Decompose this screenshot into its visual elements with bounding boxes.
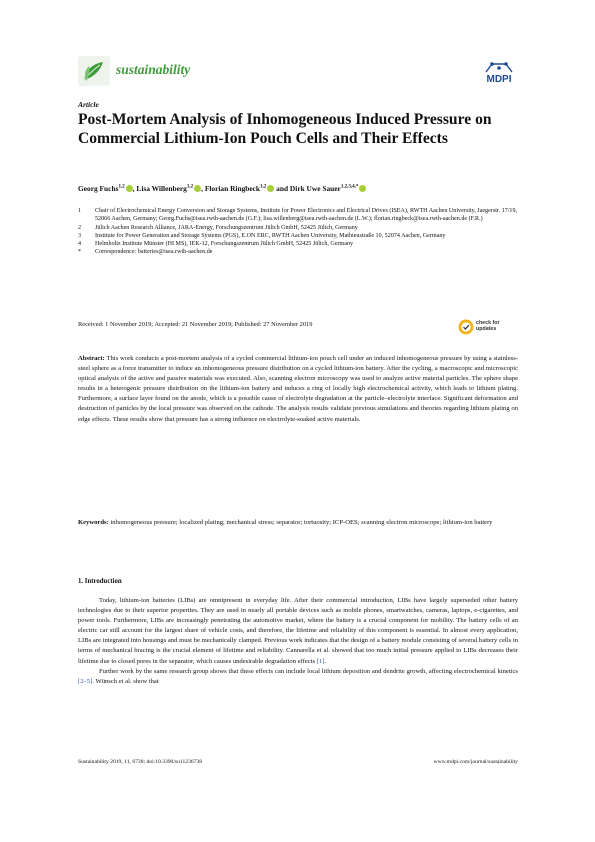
check-updates-icon [458, 319, 474, 335]
affiliation-item [78, 248, 518, 256]
introduction-body [78, 596, 518, 687]
affiliation-item [78, 240, 518, 248]
affiliation-marker: 4 [78, 241, 82, 248]
paragraph-text: . [324, 657, 327, 665]
affiliation-marker: 3 [78, 232, 82, 239]
abstract [78, 354, 518, 425]
orcid-icon[interactable] [359, 185, 366, 192]
check-updates-line1: check for [476, 320, 500, 326]
paper-title: Post-Mortem Analysis of Inhomogeneous Induced Pressure on Commercial Lithium-Ion Pouch Cells and Their Effects [78, 111, 492, 147]
paragraph-text: Today, lithium-ion batteries (LIBs) are omnipresent in everyday life. After their commercial introduction, LIBs have largely superseded other battery technologies due to their superior properties. They are used in nearly all portable devices such as mobile phones, smartwatches, cameras, laptops, e-cigarettes, and power tools. Furthermore, LIBs are increasingly penetrating the automotive market, where the battery is a crucial component for mobility. The battery cells of an electric car still account for the largest share of vehicle costs, and therefore, the lifetime and reliability of this component is essential. In almost every application, LIBs are integrated into housings and must be mechanically clamped. Previous work indicates that the design of a battery module consisting of several battery cells in terms of mechanical bracing is the crucial element of lifetime and reliability. Cannarella et al. showed that too much initial pressure applied to LIBs decreases their lifetime due to closed pores in the separator, which causes undesirable degradation effects [78, 597, 518, 665]
orcid-icon[interactable] [126, 185, 133, 192]
paragraph-text: . Wünsch et al. show that [92, 677, 159, 685]
paragraph-text: Further work by the same research group shows that these effects can include local lithium deposition and dendrite growth, affecting electrochemical kinetics [99, 667, 518, 675]
affiliation-text: Correspondence: batteries@isea.rwth-aachen.de [95, 249, 213, 256]
keywords [78, 518, 518, 528]
affiliations [78, 207, 518, 257]
footer-citation: Sustainability 2019, 11, 6738; doi:10.3390/su11236738 [78, 759, 203, 765]
affiliation-text: Chair of Electrochemical Energy Conversion and Storage Systems, Institute for Power Electronics and Electrical Drives (ISEA), RWTH Aachen University, Jaegerstr. 17/19, 52066 Aachen, Germany; Georg.Fuchs@isea.rwth-aachen.de (G.F.); lisa.willenberg@isea.rwth-aachen.de (L.W.); florian.ringbeck@isea.rwth-aachen.de (F.R.) [95, 208, 518, 223]
journal-header [78, 56, 518, 86]
sustainability-leaf-icon [78, 56, 110, 86]
keywords-text: inhomogeneous pressure; localized plating; mechanical stress; separator; tortuosity; ICP-OES; scanning electron microscope; lithium-ion battery [110, 519, 493, 526]
check-for-updates-badge[interactable] [458, 318, 518, 336]
author-separator: , [201, 184, 205, 193]
citation-link[interactable]: [2–5] [78, 677, 93, 685]
journal-name: sustainability [116, 62, 191, 77]
section-heading-introduction: 1. Introduction [78, 578, 122, 585]
article-type: Article [78, 100, 99, 109]
keywords-label: Keywords: [78, 519, 109, 526]
author-affiliation-marker: 1,2 [186, 184, 194, 190]
author-separator: , [132, 184, 137, 193]
author-affiliation-marker: 1,2,3,4,* [340, 184, 359, 190]
author-affiliation-marker: 1,2 [260, 184, 267, 190]
author-name[interactable]: Florian Ringbeck [204, 184, 261, 193]
author-name[interactable]: Georg Fuchs [78, 184, 119, 193]
publication-dates: Received: 1 November 2019; Accepted: 21 November 2019; Published: 27 November 2019 [78, 321, 313, 328]
author-name[interactable]: Lisa Willenberg [136, 184, 187, 193]
affiliation-text: Jülich Aachen Research Alliance, JARA-Energy, Forschungszentrum Jülich GmbH, 52425 Jülich, Germany [95, 224, 358, 231]
check-updates-line2: updates [476, 325, 497, 332]
affiliation-item [78, 224, 518, 232]
affiliation-marker: 1 [78, 208, 82, 214]
mdpi-logo [480, 60, 518, 86]
paragraph [78, 596, 518, 667]
affiliation-text: Helmholtz Institute Münster (HI MS), IEK-12, Forschungszentrum Jülich GmbH, 52425 Jülich, Germany [95, 241, 354, 248]
citation-link[interactable]: [1] [316, 657, 325, 665]
affiliation-marker: * [78, 249, 82, 256]
affiliation-text: Institute for Power Generation and Storage Systems (PGS), E.ON ERC, RWTH Aachen University, Mathieustraße 10, 52074 Aachen, Germany [95, 232, 446, 239]
affiliation-item [78, 207, 518, 224]
mdpi-logo-text: MDPI [486, 74, 512, 85]
footer-journal-url[interactable]: www.mdpi.com/journal/sustainability [433, 759, 518, 765]
author-list [78, 184, 518, 193]
author-separator: and [274, 184, 290, 193]
affiliation-marker: 2 [78, 224, 82, 231]
author-name[interactable]: Dirk Uwe Sauer [289, 184, 341, 193]
paragraph [78, 667, 518, 687]
abstract-text: This work conducts a post-mortem analysis of a cycled commercial lithium-ion pouch cell under an induced inhomogeneous pressure by using a stainless-steel sphere as a force transmitter to induce an inhomogeneous pressure distribution on a cycled lithium-ion battery. After the cycling, a macroscopic and microscopic optical analysis of the active and passive materials was executed. Also, scanning electron microscopy was used to analyze active material particles. The sphere shape results in a heterogenic pressure distribution on the lithium-ion battery and induces a ring of locally high electrochemical activity, which leads to lithium plating. Furthermore, a surface layer found on the anode, which is a possible cause of electrolyte degradation at the particle–electrolyte interface. Significant deformation and destruction of particles by the local pressure was observed on the cathode. The analysis results validate previous simulations and theories regarding lithium plating on edge effects. These results show that pressure has a strong influence on electrolyte-soaked active materials. [78, 355, 518, 423]
abstract-label: Abstract: [78, 355, 105, 362]
author-affiliation-marker: 1,2 [118, 184, 125, 190]
affiliation-item [78, 232, 518, 240]
